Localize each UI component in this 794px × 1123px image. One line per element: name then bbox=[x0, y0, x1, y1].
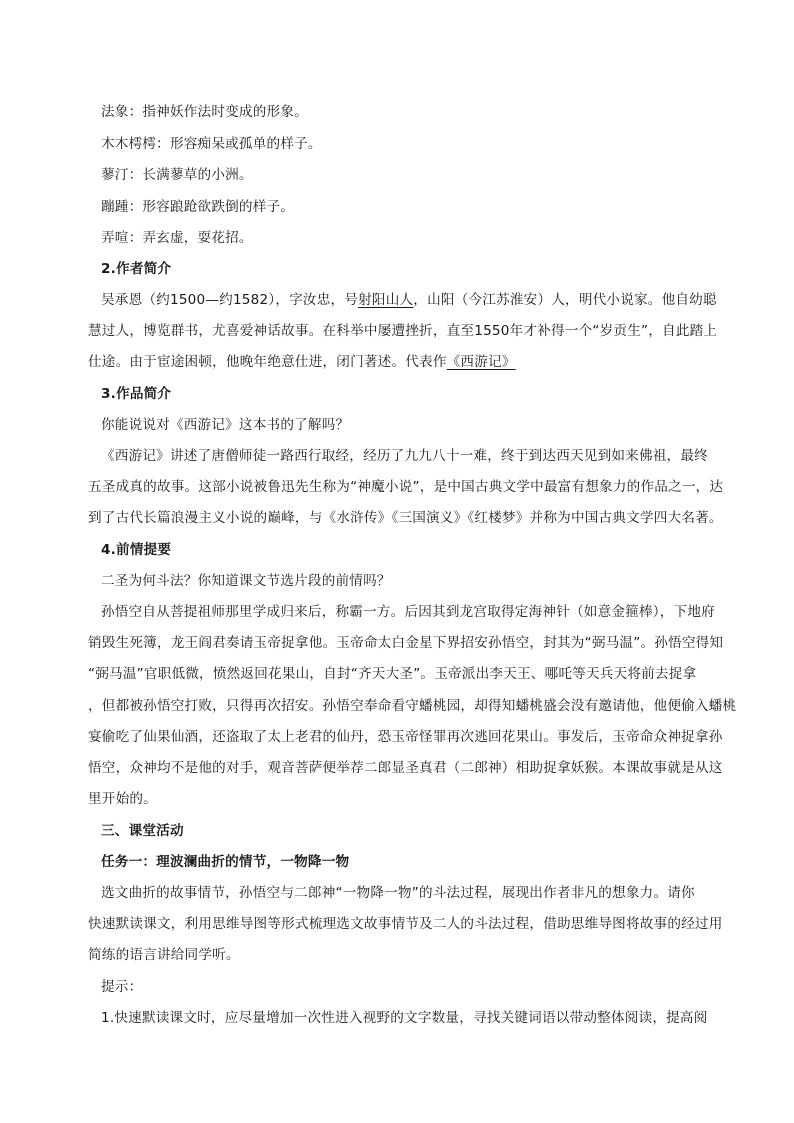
task-paragraph-line: 快速默读课文，利用思维导图等形式梳理选文故事情节及二人的斗法过程，借助思维导图将故事的经过用 bbox=[88, 916, 723, 932]
masterpiece-title: 《西游记》 bbox=[446, 354, 516, 370]
task-paragraph-line: 选文曲折的故事情节，孙悟空与二郎神“一物降一物”的斗法过程，展现出作者非凡的想象力。请你 bbox=[101, 885, 695, 901]
work-paragraph-line: 五圣成真的故事。这部小说被鲁迅先生称为“神魔小说”，是中国古典文学中最富有想象力的作品之一，达 bbox=[88, 479, 724, 495]
author-text: 仕途。由于宦途困顿，他晚年绝意仕进，闭门著述。代表作 bbox=[88, 354, 447, 370]
glossary-item: 蓼汀：长满蓼草的小洲。 bbox=[101, 167, 253, 183]
prequel-question: 二圣为何斗法？你知道课文节选片段的前情吗？ bbox=[101, 573, 391, 589]
hint-label: 提示： bbox=[101, 979, 143, 995]
task-paragraph-line: 简练的语言讲给同学听。 bbox=[88, 947, 240, 963]
prequel-paragraph-line: 宴偷吃了仙果仙酒，还盗取了太上老君的仙丹，恐玉帝怪罪再次逃回花果山。事发后，玉帝命众神捉拿孙 bbox=[88, 729, 723, 745]
author-text: ，山阳（今江苏淮安）人，明代小说家。他自幼聪 bbox=[413, 292, 717, 308]
prequel-paragraph-line: 悟空，众神均不是他的对手，观音菩萨便举荐二郎显圣真君（二郎神）相助捉拿妖猴。本课故事就是从这 bbox=[88, 760, 723, 776]
work-paragraph-line: 到了古代长篇浪漫主义小说的巅峰，与《水浒传》《三国演义》《红楼梦》并称为中国古典文学四大名著。 bbox=[88, 510, 723, 526]
author-paragraph-line: 慧过人，博览群书，尤喜爱神话故事。在科举中屡遭挫折，直至1550年才补得一个“岁贡生”，自此踏上 bbox=[88, 323, 718, 339]
work-question: 你能说说对《西游记》这本书的了解吗？ bbox=[101, 417, 350, 433]
glossary-item: 弄喧：弄玄虚，耍花招。 bbox=[101, 230, 253, 246]
glossary-item: 木木樗樗：形容痴呆或孤单的样子。 bbox=[101, 136, 322, 152]
prequel-heading: 4.前情提要 bbox=[101, 542, 172, 558]
prequel-paragraph-line: 里开始的。 bbox=[88, 791, 157, 807]
section-heading: 三、课堂活动 bbox=[101, 823, 184, 839]
author-paragraph-line bbox=[88, 353, 718, 371]
task-heading: 任务一：理波澜曲折的情节，一物降一物 bbox=[101, 854, 350, 870]
glossary-item: 蹦踵：形容踉跄欲跌倒的样子。 bbox=[101, 199, 295, 215]
work-heading: 3.作品简介 bbox=[101, 386, 172, 402]
prequel-paragraph-line: 销毁生死簿，龙王阎君奏请玉帝捉拿他。玉帝命太白金星下界招安孙悟空，封其为“弼马温”。孙悟空得知 bbox=[88, 635, 724, 651]
author-text: 吴承恩（约1500—约1582），字汝忠，号 bbox=[101, 292, 359, 308]
author-heading: 2.作者简介 bbox=[101, 261, 172, 277]
prequel-paragraph-line: ，但都被孙悟空打败，只得再次招安。孙悟空奉命看守蟠桃园，却得知蟠桃盛会没有邀请他，他便偷入蟠桃 bbox=[88, 698, 737, 714]
glossary-item: 法象：指神妖作法时变成的形象。 bbox=[101, 104, 308, 120]
author-paragraph-line bbox=[101, 291, 731, 309]
author-alias: 射阳山人 bbox=[358, 292, 414, 308]
prequel-paragraph-line: 孙悟空自从菩提祖师那里学成归来后，称霸一方。后因其到龙宫取得定海神针（如意金箍棒），下地府 bbox=[101, 604, 715, 620]
prequel-paragraph-line: “弼马温”官职低微，愤然返回花果山，自封“齐天大圣”。玉帝派出李天王、哪吒等天兵天将前去捉拿 bbox=[88, 666, 697, 682]
hint-item: 1.快速默读课文时，应尽量增加一次性进入视野的文字数量，寻找关键词语以带动整体阅读，提高阅 bbox=[101, 1010, 708, 1026]
work-paragraph-line: 《西游记》讲述了唐僧师徒一路西行取经，经历了九九八十一难，终于到达西天见到如来佛祖，最终 bbox=[101, 448, 708, 464]
